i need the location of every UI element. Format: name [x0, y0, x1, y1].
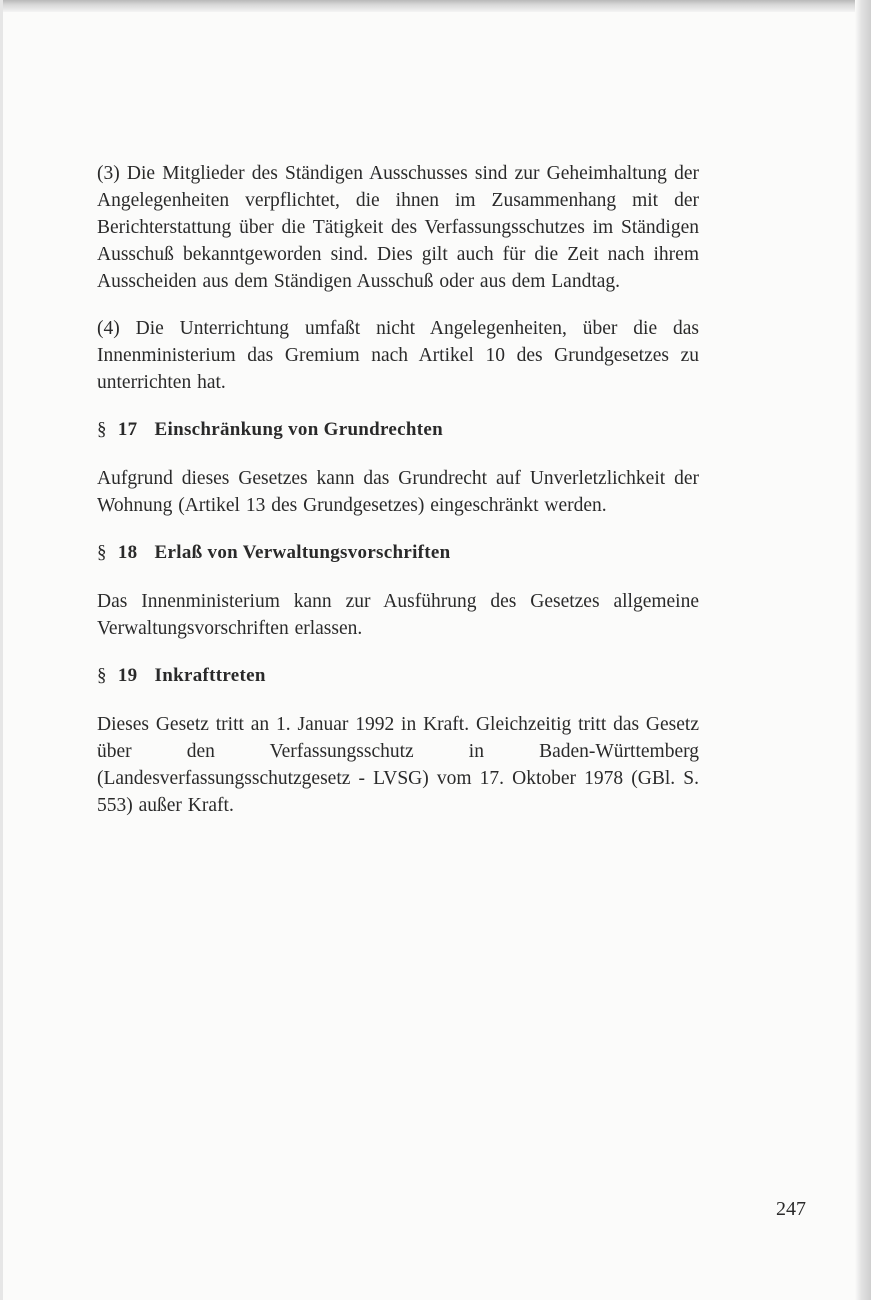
scan-shadow-top — [0, 0, 871, 12]
section-18-heading — [97, 539, 699, 566]
section-symbol: § — [97, 665, 107, 686]
scan-shadow-left — [0, 0, 3, 1300]
section-title: Inkrafttreten — [154, 665, 266, 686]
section-17-heading — [97, 416, 699, 443]
section-19-heading — [97, 662, 699, 689]
paragraph-4: (4) Die Unterrichtung umfaßt nicht Angelegenheiten, über die das Innenministerium das Gremium nach Artikel 10 des Grundgesetzes zu unterrichten hat. — [97, 318, 699, 393]
section-17-body: Aufgrund dieses Gesetzes kann das Grundrecht auf Unverletzlichkeit der Wohnung (Artikel 13 des Grundgesetzes) eingeschränkt werden. — [97, 468, 699, 516]
page-number: 247 — [776, 1198, 806, 1220]
paragraph-3: (3) Die Mitglieder des Ständigen Ausschusses sind zur Geheimhaltung der Angelegenheiten verpflichtet, die ihnen im Zusammenhang mit der Berichterstattung über die Tätigkeit des Verfassungsschutzes im Ständigen Ausschuß bekanntgeworden sind. Dies gilt auch für die Zeit nach ihrem Ausscheiden aus dem Ständigen Ausschuß oder aus dem Landtag. — [97, 163, 699, 292]
section-18-body: Das Innenministerium kann zur Ausführung des Gesetzes allgemeine Verwaltungsvorschriften erlassen. — [97, 591, 699, 639]
section-number: 17 — [117, 419, 138, 440]
scan-shadow-right — [855, 0, 871, 1300]
section-number: 19 — [117, 665, 138, 686]
section-title: Erlaß von Verwaltungsvorschriften — [154, 542, 451, 563]
page-content — [97, 160, 699, 839]
section-number: 18 — [117, 542, 138, 563]
section-symbol: § — [97, 542, 107, 563]
section-19-body: Dieses Gesetz tritt an 1. Januar 1992 in Kraft. Gleichzeitig tritt das Gesetz über den Verfassungsschutz in Baden-Württemberg (Landesverfassungsschutzgesetz - LVSG) vom 17. Oktober 1978 (GBl. S. 553) außer Kraft. — [97, 714, 699, 816]
section-symbol: § — [97, 419, 107, 440]
section-title: Einschränkung von Grundrechten — [154, 419, 443, 440]
